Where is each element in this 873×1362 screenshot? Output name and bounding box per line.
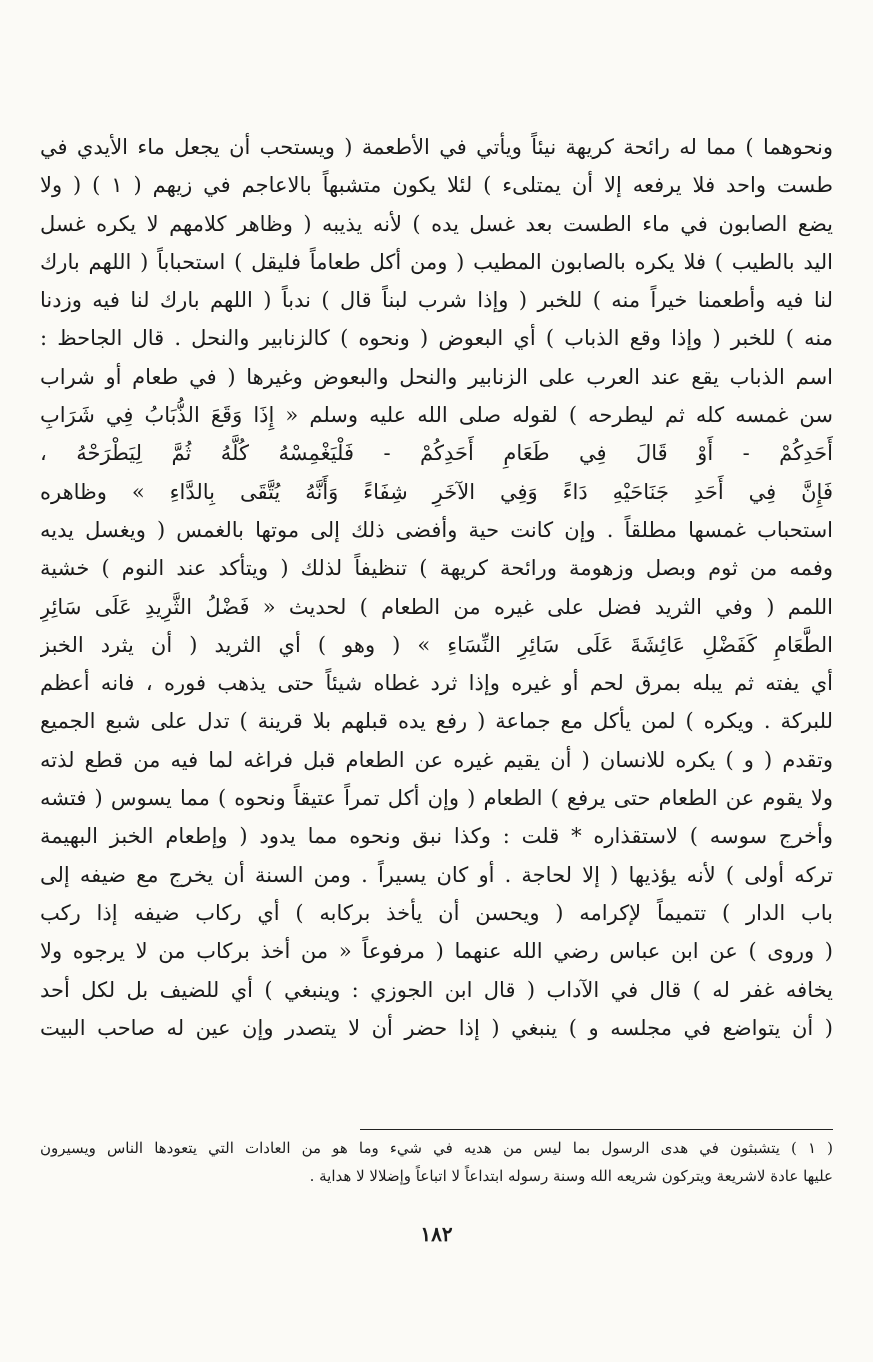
main-text-block (40, 128, 833, 1047)
text-line: وفمه من ثوم وبصل وزهومة ورائحة كريهة ) تنظيفاً لذلك ( ويتأكد عند النوم ) خشية (40, 556, 833, 581)
page-number: ١٨٢ (420, 1222, 453, 1246)
text-line: ونحوهما ) مما له رائحة كريهة نيئاً ويأتي في الأطعمة ( ويستحب أن يجعل ماء الأيدي في (40, 135, 833, 159)
text-line: يضع الصابون في ماء الطست بعد غسل يده ) لأنه يذيبه ( وظاهر كلامهم لا يكره غسل (40, 211, 833, 236)
text-line: طست واحد فلا يرفعه إلا أن يمتلىء ) لئلا يكون متشبهاً بالاعاجم في زيهم ( ١ ) ( ولا (40, 173, 833, 198)
text-line: ( أن يتواضع في مجلسه و ) ينبغي ( إذا حضر أن لا يتصدر وإن عين له صاحب البيت (40, 1015, 833, 1040)
text-line: أَحَدِكُمْ - أَوْ قَالَ فِي طَعَامِ أَحَدِكُمْ - فَلْيَغْمِسْهُ كُلَّهُ ثُمَّ لِيَطْرَحْهُ ، (40, 441, 833, 466)
footnote-separator-rule (360, 1129, 833, 1130)
text-line: باب الدار ) تتميماً لإكرامه ( ويحسن أن يأخذ بركابه ) أي ركاب ضيفه إذا ركب (40, 900, 833, 925)
text-line: لنا فيه وأطعمنا خيراً منه ) للخبر ( وإذا شرب لبناً قال ) ندباً ( اللهم بارك لنا فيه وزدنا (40, 288, 833, 313)
footnote-line: ( ١ ) يتشبثون في هدى الرسول بما ليس من هديه في شيء وما هو من العادات التي يتعودها الناس ويسيرون (40, 1139, 833, 1157)
text-line: فَإِنَّ فِي أَحَدِ جَنَاحَيْهِ دَاءً وَفِي الآخَرِ شِفَاءً وَأَنَّهُ يُتَّقَى بِالدَّاءِ » وظاهره (40, 479, 833, 504)
text-line: وأخرج سوسه ) لاستقذاره * قلت : وكذا نبق ونحوه مما يدود ( وإطعام الخبز البهيمة (40, 824, 833, 849)
text-line: ( وروى ) عن ابن عباس رضي الله عنهما ( مرفوعاً « من أخذ بركاب من لا يرجوه ولا (40, 939, 833, 964)
text-line: استحباب غمسها مطلقاً . وإن كانت حية وأفضى ذلك إلى موتها بالغمس ( ويغسل يديه (40, 517, 833, 542)
text-line: ولا يقوم عن الطعام حتى يرفع ) الطعام ( وإن أكل تمراً عتيقاً ونحوه ) مما يسوس ( فتشه (40, 786, 833, 811)
text-line: للبركة . ويكره ) لمن يأكل مع جماعة ( رفع يده قبلهم بلا قرينة ) تدل على شبع الجميع (40, 709, 833, 734)
text-line: أي يفته ثم يبله بمرق لحم أو غيره وإذا ثرد غطاه شيئاً حتى يذهب فوره ، فانه أعظم (40, 671, 833, 696)
footnote-block (40, 1134, 833, 1190)
text-line: يخافه غفر له ) قال في الآداب ( قال ابن الجوزي : وينبغي ) أي للضيف بل لكل أحد (40, 977, 833, 1002)
footnote-line: عليها عادة لاشريعة ويتركون شريعه الله وسنة رسوله ابتداعاً لا اتباعاً وإضلالا لا هداية . (309, 1167, 833, 1185)
text-line: اللمم ( وفي الثريد فضل على غيره من الطعام ) لحديث « فَضْلُ الثَّرِيدِ عَلَى سَائِرِ (40, 594, 833, 619)
text-line: وتقدم ( و ) يكره للانسان ( أن يقيم غيره عن الطعام قبل فراغه لما فيه من قطع لذته (40, 747, 833, 772)
text-line: تركه أولى ) لأنه يؤذيها ( إلا لحاجة . أو كان يسيراً . ومن السنة أن يخرج مع ضيفه إلى (40, 862, 833, 887)
text-line: اليد بالطيب ) فلا يكره بالصابون المطيب ( ومن أكل طعاماً فليقل ) استحباباً ( اللهم بارك (40, 249, 833, 274)
text-line: الطَّعَامِ كَفَضْلِ عَائِشَةَ عَلَى سَائِرِ النِّسَاءِ » ( وهو ) أي الثريد ( أن يثرد الخبز (40, 632, 833, 657)
text-line: سن غمسه كله ثم ليطرحه ) لقوله صلى الله عليه وسلم « إِذَا وَقَعَ الذُّبَابُ فِي شَرَابِ (40, 403, 833, 428)
text-line: اسم الذباب يقع عند العرب على الزنابير والنحل والبعوض وغيرها ( في طعام أو شراب (40, 364, 833, 389)
text-line: منه ) للخبر ( وإذا وقع الذباب ) أي البعوض ( ونحوه ) كالزنابير والنحل . قال الجاحظ : (40, 326, 833, 351)
